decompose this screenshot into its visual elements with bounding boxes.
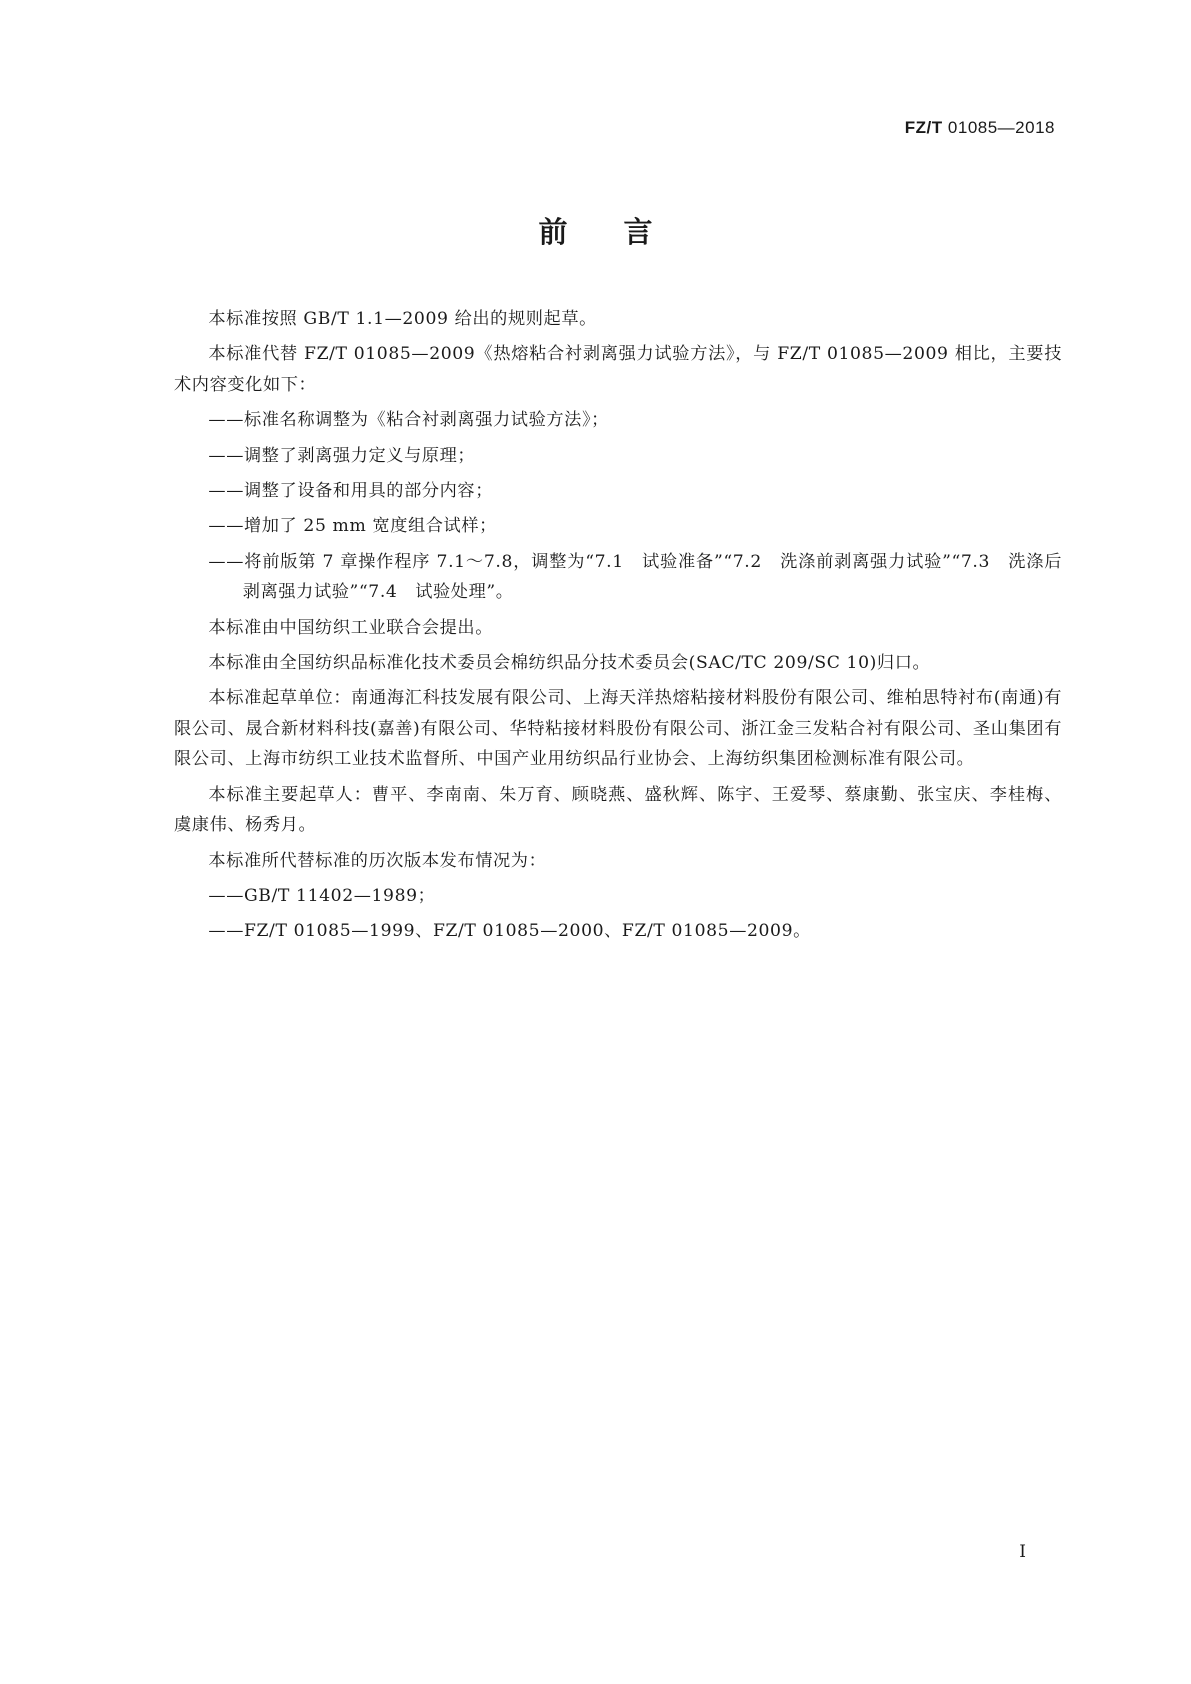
list-item-change: ——将前版第 7 章操作程序 7.1～7.8，调整为“7.1 试验准备”“7.2 洗涤前剥离强力试验”“7.3 洗涤后剥离强力试验”“7.4 试验处理”。 xyxy=(208,551,1062,603)
foreword-body xyxy=(174,304,1062,952)
list-item-change: ——增加了 25 mm 宽度组合试样； xyxy=(208,516,497,537)
paragraph-drafters: 本标准主要起草人：曹平、李南南、朱万育、顾晓燕、盛秋辉、陈宇、王爱琴、蔡康勤、张宝庆、李桂梅、虞康伟、杨秀月。 xyxy=(174,784,1062,836)
paragraph-drafting-rules: 本标准按照 GB/T 1.1—2009 给出的规则起草。 xyxy=(208,309,597,329)
page-title: 前言 xyxy=(538,215,709,249)
standard-code-prefix: FZ/T xyxy=(904,118,943,137)
paragraph-drafting-units: 本标准起草单位：南通海汇科技发展有限公司、上海天洋热熔粘接材料股份有限公司、维柏思特衬布(南通)有限公司、晟合新材料科技(嘉善)有限公司、华特粘接材料股份有限公司、浙江金三发粘合衬有限公司、圣山集团有限公司、上海市纺织工业技术监督所、中国产业用纺织品行业协会、上海纺织集团检测标准有限公司。 xyxy=(174,688,1062,770)
list-item-change: ——标准名称调整为《粘合衬剥离强力试验方法》； xyxy=(208,410,609,431)
paragraph-proposed-by: 本标准由中国纺织工业联合会提出。 xyxy=(208,617,493,638)
standard-code-number: 01085—2018 xyxy=(947,118,1055,137)
list-item-change: ——调整了剥离强力定义与原理； xyxy=(208,445,476,466)
list-item-change: ——调整了设备和用具的部分内容； xyxy=(208,481,494,502)
list-item-edition: ——GB/T 11402—1989； xyxy=(208,885,436,906)
paragraph-replacement: 本标准代替 FZ/T 01085—2009《热熔粘合衬剥离强力试验方法》，与 FZ/T 01085—2009 相比，主要技术内容变化如下： xyxy=(174,344,1062,395)
standard-code xyxy=(905,118,1055,138)
paragraph-previous-editions: 本标准所代替标准的历次版本发布情况为： xyxy=(208,850,547,871)
page-number: I xyxy=(1019,1542,1026,1562)
list-item-edition: ——FZ/T 01085—1999、FZ/T 01085—2000、FZ/T 01085—2009。 xyxy=(208,921,811,942)
paragraph-under-jurisdiction: 本标准由全国纺织品标准化技术委员会棉纺织品分技术委员会(SAC/TC 209/SC 10)归口。 xyxy=(208,653,931,674)
